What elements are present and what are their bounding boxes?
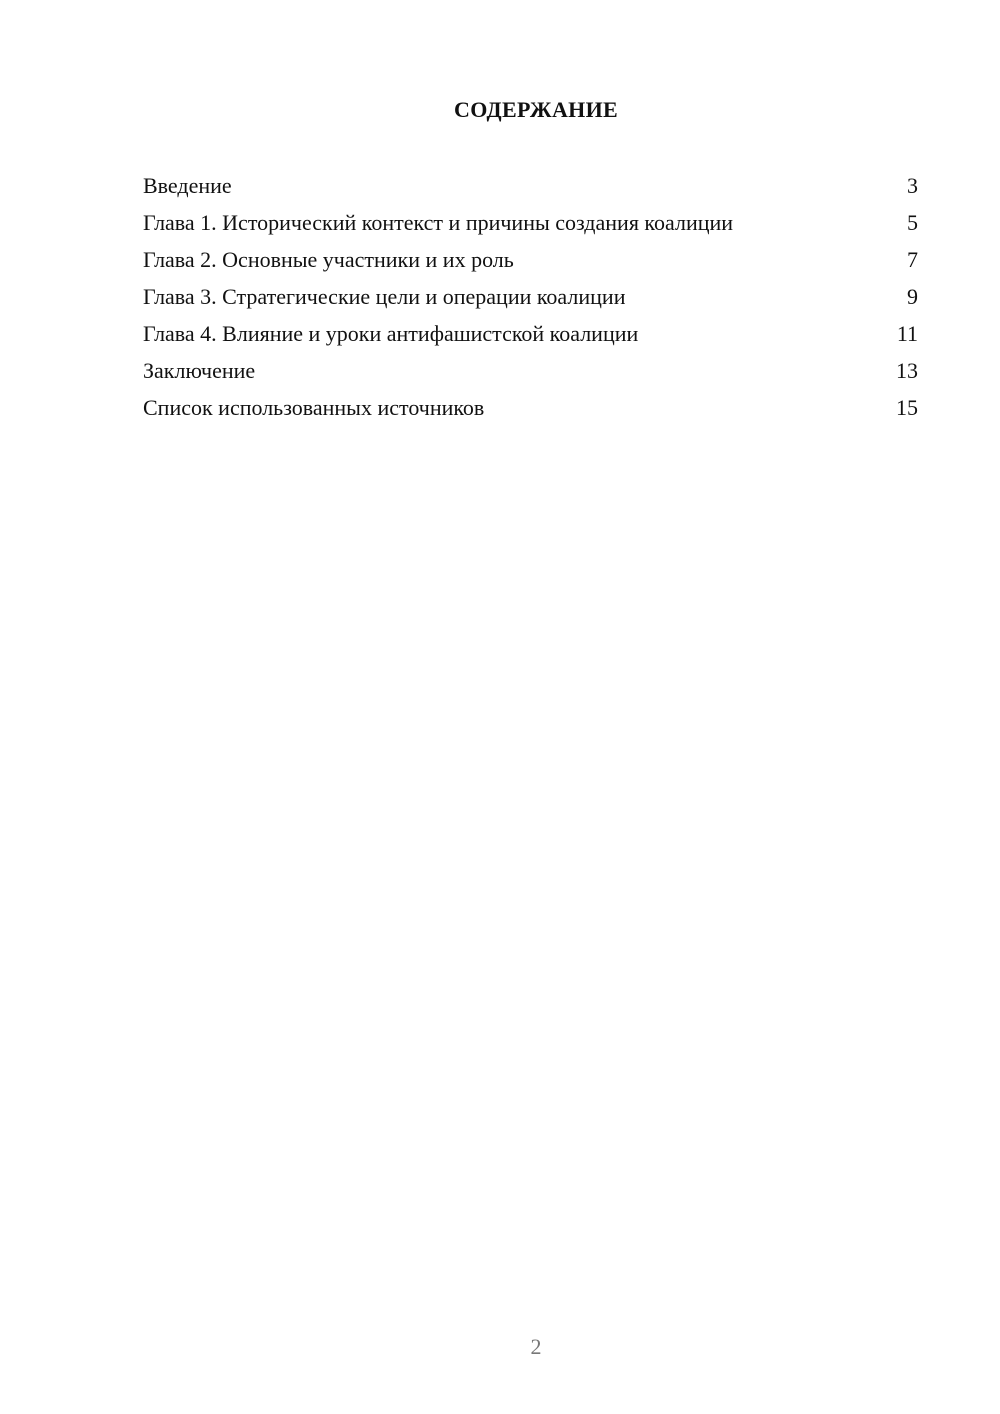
page-number: 2 — [530, 1334, 542, 1359]
toc-item-page: 15 — [896, 395, 918, 420]
toc-item-label: Введение — [143, 173, 232, 198]
toc-item-page: 13 — [896, 358, 918, 383]
toc-item-introduction — [143, 167, 918, 204]
toc-item-page: 5 — [907, 210, 918, 235]
toc-item-conclusion — [143, 352, 918, 389]
toc-item-page: 9 — [907, 284, 918, 309]
toc-item-page: 11 — [896, 321, 918, 346]
toc-item-chapter-2 — [143, 241, 918, 278]
toc-item-chapter-4 — [143, 315, 918, 352]
toc-item-chapter-3 — [143, 278, 918, 315]
toc-item-chapter-1 — [143, 204, 918, 241]
table-of-contents — [143, 167, 918, 426]
page-title: СОДЕРЖАНИЕ — [454, 97, 618, 122]
toc-item-label: Глава 4. Влияние и уроки антифашистской коалиции — [143, 321, 639, 346]
toc-item-page: 7 — [907, 247, 918, 272]
toc-item-label: Глава 2. Основные участники и их роль — [143, 247, 514, 272]
toc-item-label: Глава 3. Стратегические цели и операции коалиции — [143, 284, 626, 309]
toc-item-label: Заключение — [143, 358, 256, 383]
toc-item-label: Глава 1. Исторический контекст и причины создания коалиции — [143, 210, 734, 235]
toc-item-references — [143, 389, 918, 426]
toc-item-label: Список использованных источников — [143, 395, 485, 420]
toc-item-page: 3 — [907, 173, 918, 198]
